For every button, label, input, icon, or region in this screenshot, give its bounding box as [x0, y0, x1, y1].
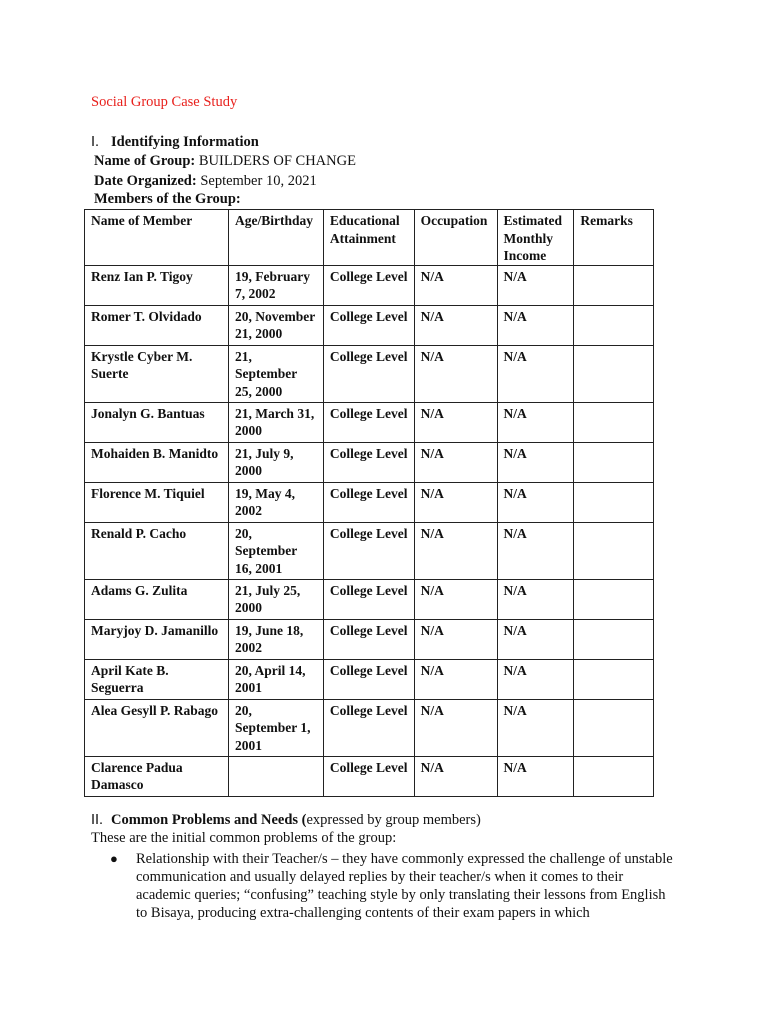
cell-education: College Level [323, 305, 414, 345]
cell-occupation: N/A [414, 345, 497, 402]
cell-income: N/A [497, 699, 574, 756]
cell-income: N/A [497, 402, 574, 442]
bullet-icon: ● [110, 851, 118, 866]
date-organized-line [94, 173, 317, 190]
cell-occupation: N/A [414, 442, 497, 482]
header-occupation: Occupation [414, 210, 497, 266]
cell-age: 19, June 18, 2002 [228, 619, 323, 659]
cell-education: College Level [323, 659, 414, 699]
header-remarks: Remarks [574, 210, 654, 266]
cell-name: Maryjoy D. Jamanillo [85, 619, 229, 659]
cell-income: N/A [497, 659, 574, 699]
header-age: Age/Birthday [228, 210, 323, 266]
cell-name: Mohaiden B. Manidto [85, 442, 229, 482]
table-row [85, 522, 654, 579]
table-row [85, 756, 654, 796]
members-table [84, 209, 654, 797]
cell-occupation: N/A [414, 482, 497, 522]
cell-age: 20, November 21, 2000 [228, 305, 323, 345]
cell-age: 21, September 25, 2000 [228, 345, 323, 402]
cell-occupation: N/A [414, 579, 497, 619]
cell-remarks [574, 402, 654, 442]
cell-occupation: N/A [414, 699, 497, 756]
section-2-intro: These are the initial common problems of the group: [91, 830, 397, 846]
cell-education: College Level [323, 402, 414, 442]
section-1-title: Identifying Information [111, 134, 259, 150]
cell-name: April Kate B. Seguerra [85, 659, 229, 699]
cell-income: N/A [497, 756, 574, 796]
cell-name: Jonalyn G. Bantuas [85, 402, 229, 442]
cell-age: 19, May 4, 2002 [228, 482, 323, 522]
cell-income: N/A [497, 482, 574, 522]
cell-age: 21, March 31, 2000 [228, 402, 323, 442]
cell-income: N/A [497, 442, 574, 482]
list-item [110, 850, 680, 922]
cell-occupation: N/A [414, 619, 497, 659]
cell-age: 20, September 1, 2001 [228, 699, 323, 756]
section-2-title: Common Problems and Needs ( [111, 812, 307, 828]
cell-income: N/A [497, 579, 574, 619]
cell-name: Romer T. Olvidado [85, 305, 229, 345]
cell-remarks [574, 482, 654, 522]
table-row [85, 305, 654, 345]
cell-name: Adams G. Zulita [85, 579, 229, 619]
cell-occupation: N/A [414, 265, 497, 305]
section-1-number: I. [91, 134, 100, 150]
cell-income: N/A [497, 619, 574, 659]
cell-name: Florence M. Tiquiel [85, 482, 229, 522]
date-organized-label: Date Organized: [94, 173, 197, 189]
section-2-number: II. [91, 812, 104, 828]
cell-remarks [574, 659, 654, 699]
cell-remarks [574, 265, 654, 305]
cell-name: Renz Ian P. Tigoy [85, 265, 229, 305]
group-name-value: BUILDERS OF CHANGE [198, 153, 356, 169]
cell-education: College Level [323, 522, 414, 579]
cell-income: N/A [497, 522, 574, 579]
section-2-note: expressed by group members) [306, 812, 481, 828]
document-title: Social Group Case Study [91, 94, 238, 110]
cell-occupation: N/A [414, 756, 497, 796]
section-2-heading [91, 812, 481, 829]
table-row [85, 345, 654, 402]
cell-remarks [574, 522, 654, 579]
cell-name: Krystle Cyber M. Suerte [85, 345, 229, 402]
table-row [85, 699, 654, 756]
cell-income: N/A [497, 305, 574, 345]
cell-age: 21, July 9, 2000 [228, 442, 323, 482]
cell-education: College Level [323, 699, 414, 756]
cell-occupation: N/A [414, 659, 497, 699]
table-header-row [85, 210, 654, 266]
table-row [85, 619, 654, 659]
section-1-heading [91, 134, 259, 151]
cell-name: Renald P. Cacho [85, 522, 229, 579]
cell-name: Alea Gesyll P. Rabago [85, 699, 229, 756]
table-row [85, 265, 654, 305]
cell-income: N/A [497, 345, 574, 402]
cell-remarks [574, 345, 654, 402]
cell-name: Clarence Padua Damasco [85, 756, 229, 796]
cell-remarks [574, 305, 654, 345]
table-row [85, 482, 654, 522]
group-name-line [94, 153, 356, 170]
cell-age: 21, July 25, 2000 [228, 579, 323, 619]
header-name: Name of Member [85, 210, 229, 266]
cell-income: N/A [497, 265, 574, 305]
table-row [85, 659, 654, 699]
cell-remarks [574, 756, 654, 796]
header-income: Estimated Monthly Income [497, 210, 574, 266]
members-label: Members of the Group: [94, 191, 241, 207]
cell-remarks [574, 579, 654, 619]
list-item-text: Relationship with their Teacher/s – they have commonly expressed the challenge of unstable communication and usually delayed replies by their teacher/s when it comes to their academic queries; “confusing” teaching style by only translating their lessons from English to Bisaya, producing extra-challenging contents of their exam papers in which [136, 851, 673, 921]
cell-occupation: N/A [414, 305, 497, 345]
cell-education: College Level [323, 619, 414, 659]
header-education: Educational Attainment [323, 210, 414, 266]
table-row [85, 442, 654, 482]
cell-age: 20, September 16, 2001 [228, 522, 323, 579]
cell-age [228, 756, 323, 796]
cell-occupation: N/A [414, 402, 497, 442]
date-organized-value: September 10, 2021 [200, 173, 317, 189]
cell-occupation: N/A [414, 522, 497, 579]
cell-remarks [574, 442, 654, 482]
cell-education: College Level [323, 756, 414, 796]
table-row [85, 402, 654, 442]
table-row [85, 579, 654, 619]
cell-education: College Level [323, 579, 414, 619]
cell-remarks [574, 619, 654, 659]
cell-education: College Level [323, 345, 414, 402]
cell-education: College Level [323, 442, 414, 482]
cell-education: College Level [323, 265, 414, 305]
group-name-label: Name of Group: [94, 153, 196, 169]
cell-age: 20, April 14, 2001 [228, 659, 323, 699]
cell-education: College Level [323, 482, 414, 522]
cell-remarks [574, 699, 654, 756]
problems-list [110, 850, 680, 922]
members-heading-line [94, 191, 241, 208]
cell-age: 19, February 7, 2002 [228, 265, 323, 305]
